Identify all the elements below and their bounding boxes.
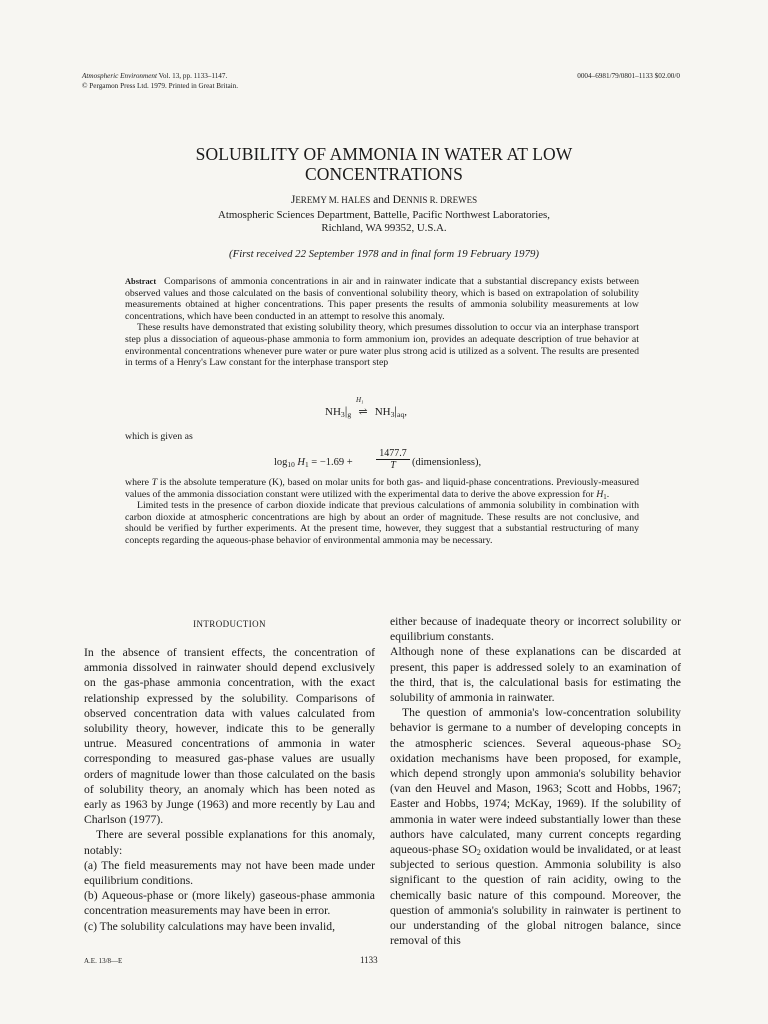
title-line-2: CONCENTRATIONS (305, 163, 463, 184)
journal-name: Atmospheric Environment (82, 72, 157, 80)
abstract-paragraph-3: where T is the absolute temperature (K), based on molar units for both gas- and liquid-phase concentrations. Previously-measured values of the ammonia dissociation constant were utilized with the experimental data to derive the above expression for $H_1$. (125, 477, 639, 501)
equilibrium-arrow: H₁ ⇌ (355, 396, 368, 418)
abstract (125, 276, 639, 369)
right-paragraph-2: Although none of these explanations can be discarded at present, this paper is addressed solely to an examination of the third, that is, the calculational basis for estimating the solubility of ammonia in rainwater. (390, 645, 681, 705)
page-number: 1133 (360, 955, 378, 965)
fraction: 1477.7 T (376, 448, 410, 472)
left-column (84, 645, 375, 934)
intro-paragraph-2: There are several possible explanations for this anomaly, notably: (84, 828, 375, 857)
received-dates: (First received 22 September 1978 and in final form 19 February 1979) (229, 248, 539, 260)
abstract-continued (125, 477, 639, 547)
affiliation-line-1: Atmospheric Sciences Department, Battelle, Pacific Northwest Laboratories, (218, 209, 550, 221)
right-paragraph-1: either because of inadequate theory or incorrect solubility or equilibrium constants. (390, 615, 681, 644)
journal-citation (82, 72, 402, 82)
explanation-b: (b) Aqueous-phase or (more likely) gaseous-phase ammonia concentration measurements may have been in error. (84, 889, 375, 918)
abstract-paragraph-4: Limited tests in the presence of carbon dioxide indicate that previous calculations of ammonia solubility in combination with carbon dioxide at atmospheric concentrations are high by about an order of magnitude. These results are not conclusive, and should be verified by further experiments. At the present time, however, they suggest that a substantial restructuring of many concepts regarding the aqueous-phase behavior of environmental ammonia may be necessary. (125, 500, 639, 546)
abstract-label: Abstract (125, 277, 157, 286)
explanation-a: (a) The field measurements may not have been made under equilibrium conditions. (84, 858, 375, 888)
paper-title (80, 145, 688, 184)
author-conjunction: and (370, 194, 393, 206)
right-paragraph-3: The question of ammonia's low-concentration solubility behavior is germane to a number of developing concepts in the atmospheric sciences. Several aqueous-phase $SO_2$ oxidation mechanisms have been proposed, for example, which depend strongly upon ammonia's solubility behavior (van den Heuvel and Mason, 1963; Scott and Hobbs, 1967; Easter and Hobbs, 1974; McKay, 1969). If the solubility of ammonia in water were indeed substantially lower than these authors have calculated, many current concepts regarding aqueous-phase $SO_2$ oxidation would be invalidated, or at least subjected to serious question. Ammonia solubility is also significant to the question of rain acidity, owing to the chemically basic nature of this compound. Moreover, the question of ammonia's solubility in rainwater is pertinent to our understanding of the global nitrogen balance, since removal of this (390, 706, 681, 948)
equation-interphase-transport: $NH_3|_g$ H₁ ⇌ $NH_3|_{aq}$, (325, 396, 408, 419)
right-column (390, 614, 681, 948)
intro-paragraph-1: In the absence of transient effects, the concentration of ammonia dissolved in rainwater should depend exclusively on the gas-phase ammonia concentration, with the exact relationship expressed by the solubility. Comparisons of observed concentration data with values calculated from solubility theory, however, indicate this to be generally untrue. Measured concentrations of ammonia in water corresponding to measured gas-phase values are usually orders of magnitude lower than those calculated on the basis of solubility theory, an anomaly which has been noted as early as 1963 by Junge (1963) and more recently by Lau and Charlson (1977). (84, 646, 375, 827)
affiliation (80, 209, 688, 234)
volume-pages: Vol. 13, pp. 1133–1147. (157, 72, 228, 80)
given-as-text: which is given as (125, 431, 193, 442)
article-code: 0004–6981/79/0801–1133 $02.00/0 (577, 72, 680, 80)
author-2: DENNIS R. DREWES (392, 194, 478, 206)
copyright-line: © Pergamon Press Ltd. 1979. Printed in Great Britain. (82, 81, 239, 90)
journal-header (82, 72, 402, 91)
abstract-paragraph-1: Abstract Comparisons of ammonia concentrations in air and in rainwater indicate that a substantial discrepancy exists between observed values and those calculated on the basis of conventional solubility theory, which is based on extrapolation of solubility measurements obtained at higher concentrations. This paper presents the results of ammonia solubility measurements at low concentrations, which have been conducted in an attempt to resolve this anomaly. (125, 276, 639, 322)
equation-henry-constant: $\log_{10} H_1 = -1.69$ + 1477.7 T (dimensionless), (274, 448, 482, 471)
abstract-paragraph-2: These results have demonstrated that existing solubility theory, which presumes dissolution to occur via an interphase transport step plus a dissociation of aqueous-phase ammonia to form ammonium ion, provides an adequate description of true behavior at environmental concentrations whenever pure water or pure water plus strong acid is utilized as a solvent. The results are presented in terms of a Henry's Law constant for the interphase transport step (125, 322, 639, 369)
explanation-c: (c) The solubility calculations may have been invalid, (84, 919, 335, 933)
title-line-1: SOLUBILITY OF AMMONIA IN WATER AT LOW (195, 144, 573, 164)
author-1: JEREMY M. HALES (290, 194, 371, 206)
author-line (80, 194, 688, 206)
section-heading-introduction: INTRODUCTION (193, 619, 266, 629)
footer-code: A.E. 13/8—E (84, 957, 123, 965)
affiliation-line-2: Richland, WA 99352, U.S.A. (321, 221, 447, 234)
